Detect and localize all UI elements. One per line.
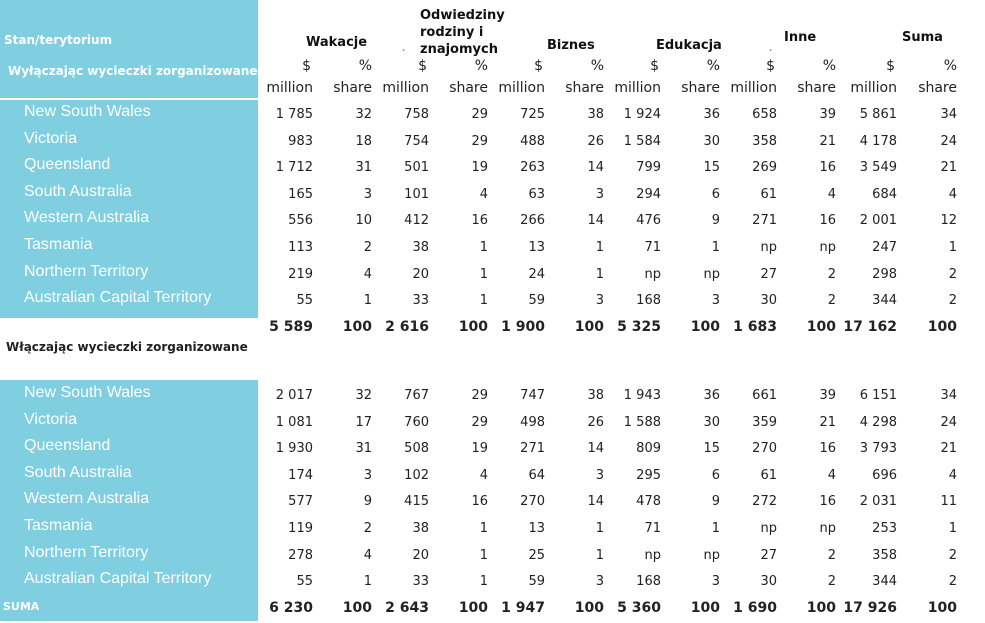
table-cell: 12 [940, 213, 957, 229]
unit-symbol: % [358, 58, 372, 74]
state-name: Australian Capital Territory [24, 570, 212, 588]
table-cell: 1 [595, 266, 604, 282]
table-cell: 478 [636, 494, 661, 510]
table-cell: 64 [528, 467, 545, 483]
category-inne: Inne [784, 30, 817, 45]
table-cell: 760 [404, 414, 429, 430]
unit-symbol: $ [886, 58, 895, 74]
state-name: South Australia [24, 463, 132, 481]
table-cell: 271 [520, 441, 545, 457]
table-cell: 1 588 [623, 414, 661, 430]
table-cell: 14 [587, 160, 604, 176]
region-label: Stan/terytorium [4, 33, 113, 47]
table-cell: np [644, 266, 661, 282]
table-cell: 24 [940, 133, 957, 149]
excluding-label: Wyłączając wycieczki zorganizowane [8, 64, 258, 78]
table-cell: 15 [703, 441, 720, 457]
table-cell: 20 [412, 547, 429, 563]
table-cell: 263 [520, 160, 545, 176]
total-cell: 100 [574, 600, 604, 616]
table-cell: 11 [940, 494, 957, 510]
state-name: New South Wales [24, 384, 151, 401]
table-cell: 4 [479, 186, 488, 202]
state-name: Western Australia [24, 209, 150, 227]
total-cell: 100 [690, 319, 720, 335]
state-name: Australian Capital Territory [24, 289, 212, 307]
table-cell: 101 [404, 186, 429, 202]
table-cell: 6 [711, 186, 720, 202]
table-cell: 168 [636, 574, 661, 590]
table-cell: 1 [479, 574, 488, 590]
state-name: Queensland [24, 437, 111, 455]
table-cell: 4 178 [859, 133, 897, 149]
header-panel [0, 0, 258, 98]
total-cell: 100 [690, 600, 720, 616]
total-cell: 2 643 [385, 600, 429, 616]
total-cell: 6 230 [269, 600, 313, 616]
table-cell: 219 [288, 266, 313, 282]
table-cell: 2 [827, 547, 836, 563]
table-cell: 4 [827, 467, 836, 483]
table-cell: 5 861 [859, 107, 897, 122]
table-cell: 2 [363, 240, 372, 255]
table-cell: 38 [587, 388, 604, 403]
table-cell: 359 [752, 414, 777, 430]
table-cell: 1 924 [623, 107, 661, 122]
table-cell: 17 [355, 414, 372, 430]
table-cell: 266 [520, 213, 545, 229]
unit-symbol: $ [534, 58, 543, 74]
table-cell: 498 [520, 414, 545, 430]
table-cell: np [760, 240, 777, 255]
state-name: Tasmania [24, 236, 93, 253]
table-cell: 1 081 [275, 414, 313, 430]
table-cell: 294 [636, 186, 661, 202]
table-cell: 3 [595, 293, 604, 309]
total-cell: 100 [927, 319, 957, 335]
total-label: SUMA [3, 600, 40, 613]
table-cell: 113 [288, 240, 313, 255]
category-suma: Suma [902, 30, 943, 45]
table-cell: 38 [587, 107, 604, 122]
including-label: Włączając wycieczki zorganizowane [6, 340, 248, 354]
table-cell: 31 [355, 441, 372, 457]
table-cell: 16 [819, 160, 836, 176]
table-cell: 36 [703, 107, 720, 122]
table-cell: 1 [711, 521, 720, 536]
table-cell: 20 [412, 266, 429, 282]
table-cell: 16 [819, 213, 836, 229]
total-cell: 5 360 [617, 600, 661, 616]
table-cell: 1 [479, 521, 488, 536]
table-cell: 1 [948, 240, 957, 255]
table-cell: 4 [363, 547, 372, 563]
table-cell: np [703, 266, 720, 282]
table-cell: 32 [355, 107, 372, 122]
total-cell: 100 [574, 319, 604, 335]
table-cell: 9 [363, 494, 372, 510]
table-cell: 9 [711, 494, 720, 510]
table-cell: 2 [948, 293, 957, 309]
table-cell: 165 [288, 186, 313, 202]
table-cell: 10 [355, 213, 372, 229]
table-cell: 2 [827, 293, 836, 309]
table-cell: 2 [948, 574, 957, 590]
table-cell: 34 [940, 107, 957, 122]
table-cell: np [703, 547, 720, 563]
table-cell: 102 [404, 467, 429, 483]
table-cell: 278 [288, 547, 313, 563]
unit-symbol: $ [302, 58, 311, 74]
table-cell: 4 [363, 266, 372, 282]
table-cell: 30 [760, 293, 777, 309]
table-cell: 1 [595, 547, 604, 563]
table-cell: 983 [288, 133, 313, 149]
table-cell: 29 [471, 133, 488, 149]
table-cell: 658 [752, 107, 777, 122]
tick-mark: ˏ [768, 42, 773, 52]
table-cell: 168 [636, 293, 661, 309]
unit-symbol: $ [766, 58, 775, 74]
table-cell: 39 [819, 107, 836, 122]
state-name: South Australia [24, 182, 132, 200]
table-cell: 61 [760, 186, 777, 202]
unit-symbol: % [822, 58, 836, 74]
table-cell: 799 [636, 160, 661, 176]
table-cell: 29 [471, 107, 488, 122]
total-cell: 100 [458, 319, 488, 335]
table-cell: 412 [404, 213, 429, 229]
table-cell: 16 [819, 441, 836, 457]
total-label: SUMA [6, 316, 43, 329]
total-cell: 100 [458, 600, 488, 616]
table-cell: 16 [819, 494, 836, 510]
state-name: Tasmania [24, 517, 93, 534]
table-cell: 725 [520, 107, 545, 122]
table-cell: 30 [703, 133, 720, 149]
table-cell: 26 [587, 133, 604, 149]
table-cell: 21 [940, 441, 957, 457]
total-cell: 1 690 [733, 600, 777, 616]
table-cell: 1 930 [275, 441, 313, 457]
table-cell: 1 [479, 266, 488, 282]
table-cell: 767 [404, 388, 429, 403]
table-cell: 295 [636, 467, 661, 483]
unit-label: million [266, 80, 313, 96]
table-cell: 6 151 [859, 388, 897, 403]
table-cell: 577 [288, 494, 313, 510]
table-cell: 30 [760, 574, 777, 590]
table-cell: 119 [288, 521, 313, 536]
table-cell: 344 [872, 293, 897, 309]
table-cell: np [760, 521, 777, 536]
table-cell: 3 793 [859, 441, 897, 457]
category-wakacje: Wakacje [306, 35, 368, 50]
table-cell: 1 [595, 240, 604, 255]
table-cell: 55 [296, 293, 313, 309]
table-cell: 29 [471, 388, 488, 403]
table-cell: 4 [827, 186, 836, 202]
unit-symbol: % [943, 58, 957, 74]
unit-symbol: % [474, 58, 488, 74]
total-cell: 100 [342, 600, 372, 616]
table-cell: 15 [703, 160, 720, 176]
table-cell: 1 [711, 240, 720, 255]
unit-label: million [614, 80, 661, 96]
table-cell: 1 [479, 547, 488, 563]
table-cell: 16 [471, 213, 488, 229]
unit-label: million [730, 80, 777, 96]
table-cell: 508 [404, 441, 429, 457]
unit-symbol: $ [418, 58, 427, 74]
table-cell: 1 [363, 293, 372, 309]
total-cell: 2 616 [385, 319, 429, 335]
table-cell: 14 [587, 213, 604, 229]
total-cell: 17 162 [843, 319, 897, 335]
table-cell: 298 [872, 266, 897, 282]
table-cell: 4 [948, 186, 957, 202]
table-cell: 21 [940, 160, 957, 176]
table-cell: 61 [760, 467, 777, 483]
table-cell: 3 [363, 186, 372, 202]
table-cell: 1 712 [275, 160, 313, 176]
table-cell: 488 [520, 133, 545, 149]
table-cell: 27 [760, 547, 777, 563]
table-cell: 6 [711, 467, 720, 483]
tick-mark: ˏ [401, 42, 406, 52]
state-name: Western Australia [24, 490, 150, 508]
table-cell: 9 [711, 213, 720, 229]
unit-label: share [565, 80, 604, 96]
total-cell: 1 683 [733, 319, 777, 335]
table-cell: 1 [479, 240, 488, 255]
unit-label: share [333, 80, 372, 96]
table-cell: 63 [528, 186, 545, 202]
total-cell: 100 [927, 600, 957, 616]
table-cell: 3 [595, 574, 604, 590]
table-cell: 270 [520, 494, 545, 510]
table-cell: 71 [644, 240, 661, 255]
table-cell: 344 [872, 574, 897, 590]
table-cell: 696 [872, 467, 897, 483]
table-cell: 19 [471, 441, 488, 457]
unit-symbol: % [590, 58, 604, 74]
table-cell: 25 [528, 547, 545, 563]
state-name: Victoria [24, 129, 78, 147]
table-cell: 3 [595, 467, 604, 483]
table-cell: 415 [404, 494, 429, 510]
unit-symbol: $ [650, 58, 659, 74]
table-cell: 253 [872, 521, 897, 536]
table-cell: 476 [636, 213, 661, 229]
table-cell: 809 [636, 441, 661, 457]
state-name: Queensland [24, 156, 111, 174]
table-cell: 269 [752, 160, 777, 176]
table-cell: 2 [363, 521, 372, 536]
table-cell: 32 [355, 388, 372, 403]
total-cell: 1 947 [501, 600, 545, 616]
table-cell: 14 [587, 494, 604, 510]
table-cell: 59 [528, 293, 545, 309]
total-cell: 100 [342, 319, 372, 335]
table-cell: 3 [595, 186, 604, 202]
table-cell: 33 [412, 293, 429, 309]
total-cell: 5 589 [269, 319, 313, 335]
table-cell: 55 [296, 574, 313, 590]
unit-label: share [797, 80, 836, 96]
table-cell: 758 [404, 107, 429, 122]
table-cell: 31 [355, 160, 372, 176]
table-cell: 24 [528, 266, 545, 282]
table-cell: 1 785 [275, 107, 313, 122]
table-cell: 3 [363, 467, 372, 483]
table-cell: 3 [711, 574, 720, 590]
category-edukacja: Edukacja [656, 38, 722, 53]
table-cell: 3 549 [859, 160, 897, 176]
table-cell: 39 [819, 388, 836, 403]
table-cell: 33 [412, 574, 429, 590]
table-cell: 18 [355, 133, 372, 149]
table-cell: 271 [752, 213, 777, 229]
table-cell: 19 [471, 160, 488, 176]
table-cell: 358 [872, 547, 897, 563]
table-cell: 1 584 [623, 133, 661, 149]
total-cell: 1 900 [501, 319, 545, 335]
table-cell: 747 [520, 388, 545, 403]
table-cell: 4 [948, 467, 957, 483]
unit-label: million [382, 80, 429, 96]
table-cell: 4 298 [859, 414, 897, 430]
table-cell: 59 [528, 574, 545, 590]
table-cell: 14 [587, 441, 604, 457]
table-cell: 247 [872, 240, 897, 255]
table-cell: 24 [940, 414, 957, 430]
table-cell: 2 017 [275, 388, 313, 403]
state-name: New South Wales [24, 103, 151, 120]
table-cell: 2 [827, 574, 836, 590]
table-cell: 2 [948, 547, 957, 563]
table-cell: np [819, 521, 836, 536]
total-cell: 17 926 [843, 600, 897, 616]
table-cell: 3 [711, 293, 720, 309]
unit-label: share [449, 80, 488, 96]
table-cell: 30 [703, 414, 720, 430]
table-cell: 358 [752, 133, 777, 149]
table-cell: 38 [412, 240, 429, 255]
table-cell: 2 [948, 266, 957, 282]
table-cell: np [644, 547, 661, 563]
unit-label: million [498, 80, 545, 96]
table-cell: 27 [760, 266, 777, 282]
table-cell: 13 [528, 521, 545, 536]
unit-label: million [850, 80, 897, 96]
table-cell: 26 [587, 414, 604, 430]
table-cell: 21 [819, 133, 836, 149]
table-cell: 1 [595, 521, 604, 536]
table-cell: 1 [363, 574, 372, 590]
table-cell: 272 [752, 494, 777, 510]
table-cell: 29 [471, 414, 488, 430]
unit-label: share [918, 80, 957, 96]
table-cell: 174 [288, 467, 313, 483]
table-cell: 2 [827, 266, 836, 282]
table-cell: 684 [872, 186, 897, 202]
table-cell: 2 001 [859, 213, 897, 229]
table-cell: 1 943 [623, 388, 661, 403]
table-cell: 13 [528, 240, 545, 255]
category-biznes: Biznes [547, 38, 595, 53]
table-cell: 34 [940, 388, 957, 403]
table-cell: 21 [819, 414, 836, 430]
table-cell: 71 [644, 521, 661, 536]
total-cell: 5 325 [617, 319, 661, 335]
table-cell: 754 [404, 133, 429, 149]
total-cell: 100 [806, 600, 836, 616]
category-odwiedziny: Odwiedziny rodziny i znajomych [420, 8, 505, 56]
unit-symbol: % [706, 58, 720, 74]
table-cell: 661 [752, 388, 777, 403]
unit-label: share [681, 80, 720, 96]
table-cell: 4 [479, 467, 488, 483]
total-cell: 100 [806, 319, 836, 335]
state-name: Victoria [24, 410, 78, 428]
table-cell: 1 [479, 293, 488, 309]
table-cell: 501 [404, 160, 429, 176]
table-cell: 1 [948, 521, 957, 536]
table-cell: 36 [703, 388, 720, 403]
table-cell: 270 [752, 441, 777, 457]
table-cell: np [819, 240, 836, 255]
table-cell: 38 [412, 521, 429, 536]
table-cell: 16 [471, 494, 488, 510]
table-cell: 556 [288, 213, 313, 229]
state-name: Northern Territory [24, 543, 149, 561]
state-name: Northern Territory [24, 262, 149, 280]
table-cell: 2 031 [859, 494, 897, 510]
